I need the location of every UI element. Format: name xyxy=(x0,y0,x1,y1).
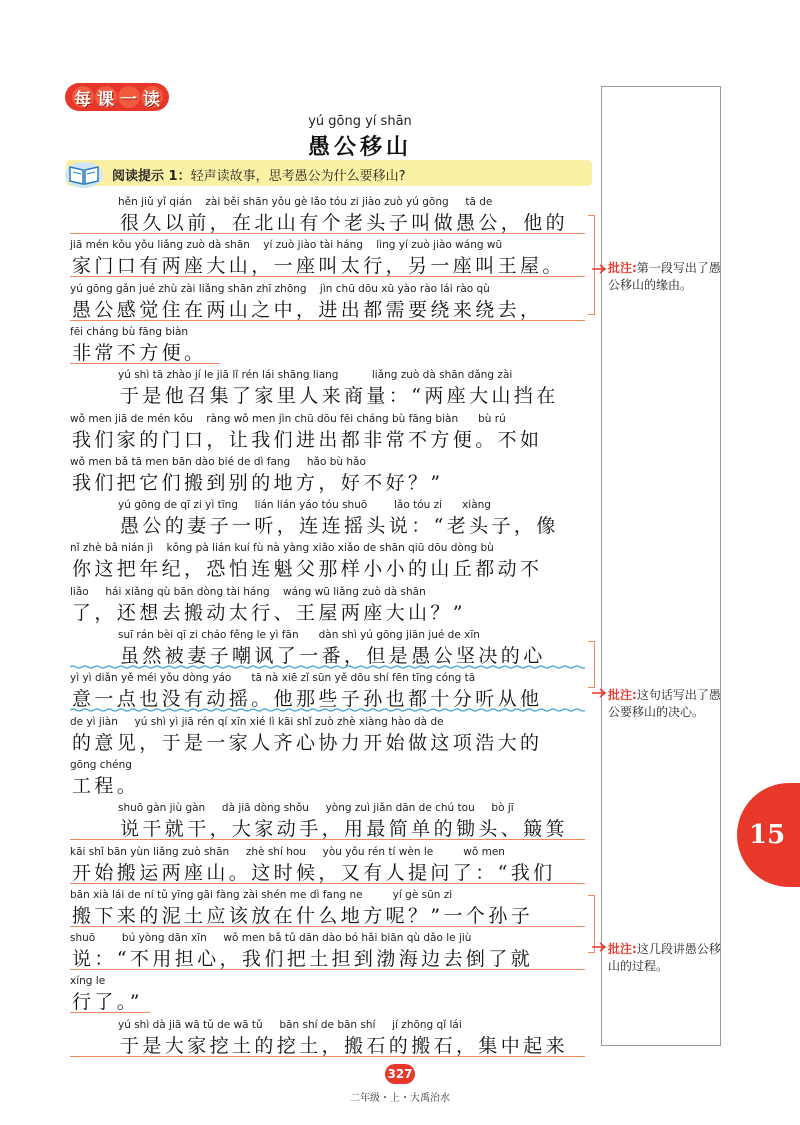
reading-hint xyxy=(112,165,405,184)
pinyin-line: wǒ men jiā de mén kǒu ràng wǒ men jìn chū dōu fēi cháng bù fāng biàn bù rú xyxy=(70,412,506,425)
annotation-note xyxy=(608,687,730,721)
story-line: 了，还想去搬动太行、王屋两座大山？” xyxy=(72,601,466,624)
footer-book-info: 二年级・上・大禹治水 xyxy=(350,1093,450,1104)
story-line: 开始搬运两座山。这时候，又有人提问了：“我们 xyxy=(72,861,556,884)
arrow-right-icon xyxy=(592,942,608,952)
lesson-badge xyxy=(65,83,169,111)
note-label: 批注: xyxy=(608,688,637,702)
underline xyxy=(70,883,585,884)
pinyin-line: jiā mén kǒu yǒu liǎng zuò dà shān yí zuò jiào tài háng lìng yí zuò jiào wáng wū xyxy=(70,239,503,252)
pinyin-line: nǐ zhè bǎ nián jì kǒng pà lián kuí fù nà yàng xiǎo xiǎo de shān qiū dōu dòng bù xyxy=(70,542,494,555)
title-pinyin: yú gōng yí shān xyxy=(308,114,412,129)
pinyin-line: yì yì diǎn yě méi yǒu dòng yáo tā nà xiē zǐ sūn yě dōu shí fēn tīng cóng tā xyxy=(70,672,476,685)
pinyin-line: fēi cháng bù fāng biàn xyxy=(70,325,189,338)
pinyin-line: wǒ men bǎ tā men bān dào bié de dì fang hǎo bù hǎo xyxy=(70,455,366,468)
annotation-note xyxy=(608,941,730,975)
pinyin-line: liǎo hái xiǎng qù bān dòng tài háng wáng wū liǎng zuò dà shān xyxy=(70,585,426,598)
underline xyxy=(70,233,585,234)
story-line: 你这把年纪，恐怕连魁父那样小小的山丘都动不 xyxy=(72,558,543,581)
pinyin-line: yú shì tā zhào jí le jiā lǐ rén lái shāng liang liǎng zuò dà shān dǎng zài xyxy=(118,369,513,382)
pinyin-line: de yì jiàn yú shì yì jiā rén qí xīn xié lì kāi shǐ zuò zhè xiàng hào dà de xyxy=(70,715,444,728)
underline xyxy=(70,969,585,970)
story-line: 说：“不用担心，我们把土担到渤海边去倒了就 xyxy=(72,948,534,971)
hint-label: 阅读提示 1： xyxy=(112,169,191,184)
note-text: 这几段讲愚公移山的过程。 xyxy=(608,942,721,973)
page-title: 愚公移山 xyxy=(307,134,412,160)
underline xyxy=(70,1012,150,1013)
pinyin-line: hěn jiǔ yǐ qián zài běi shān yǒu gè lǎo tóu zi jiào zuò yú gōng tā de xyxy=(118,196,493,208)
underline xyxy=(70,839,585,840)
pinyin-line: xíng le xyxy=(70,975,106,988)
badge-char: 一 xyxy=(118,86,140,108)
pinyin-line: yú gōng de qī zi yì tīng lián lián yáo tóu shuō lǎo tóu zi xiàng xyxy=(118,499,491,512)
story-line: 意一点也没有动摇。他那些子孙也都十分听从他 xyxy=(72,688,543,711)
underline xyxy=(70,320,585,321)
pinyin-line: yú shì dà jiā wā tǔ de wā tǔ bān shí de bān shí jí zhōng qǐ lái xyxy=(118,1018,462,1031)
underline xyxy=(70,276,585,277)
note-text: 这句话写出了愚公要移山的决心。 xyxy=(608,688,721,719)
hint-text: 轻声读故事，思考愚公为什么要移山? xyxy=(190,169,406,184)
pinyin-line: suī rán bèi qī zi cháo fěng le yì fān dàn shì yú gōng jiān jué de xīn xyxy=(118,629,480,641)
arrow-right-icon xyxy=(592,264,608,274)
story-line: 于是他召集了家里人来商量：“两座大山挡在 xyxy=(120,385,559,408)
story-line: 愚公感觉住在两山之中，进出都需要绕来绕去， xyxy=(72,298,543,321)
footer-page-number: 327 xyxy=(385,1064,415,1084)
story-line: 说干就干，大家动手，用最简单的锄头、簸箕 xyxy=(120,818,569,841)
annotation-note xyxy=(608,260,730,294)
pinyin-line: gōng chéng xyxy=(70,758,132,771)
story-line: 非常不方便。 xyxy=(72,341,207,364)
badge-char: 读 xyxy=(141,86,163,108)
note-label: 批注: xyxy=(608,261,637,275)
story-line: 搬下来的泥土应该放在什么地方呢？”一个孙子 xyxy=(72,904,534,927)
story-line: 行了。” xyxy=(72,991,143,1014)
pinyin-line: yú gōng gǎn jué zhù zài liǎng shān zhī zhōng jìn chū dōu xū yào rào lái rào qù xyxy=(70,282,490,295)
story-line: 的意见，于是一家人齐心协力开始做这项浩大的 xyxy=(72,731,543,754)
story-line: 家门口有两座大山，一座叫太行，另一座叫王屋。 xyxy=(72,255,565,278)
underline xyxy=(70,926,585,927)
underline xyxy=(70,363,220,364)
badge-char: 课 xyxy=(95,86,117,108)
story-line: 于是大家挖土的挖土，搬石的搬石，集中起来 xyxy=(120,1034,569,1057)
chapter-page-tab: 15 xyxy=(737,783,800,887)
arrow-right-icon xyxy=(592,688,608,698)
wavy-underline xyxy=(70,665,585,669)
note-text: 第一段写出了愚公移山的缘由。 xyxy=(608,261,721,292)
pinyin-line: shuō gàn jiù gàn dà jiā dòng shǒu yòng zuì jiǎn dān de chú tou bò jī xyxy=(118,802,514,815)
story-line: 工程。 xyxy=(72,774,140,797)
pinyin-line: kāi shǐ bān yùn liǎng zuò shān zhè shí hou yòu yǒu rén tí wèn le wǒ men xyxy=(70,845,505,858)
note-label: 批注: xyxy=(608,942,637,956)
story-line: 虽然被妻子嘲讽了一番，但是愚公坚决的心 xyxy=(120,645,546,667)
annotation-panel xyxy=(601,86,721,1046)
annotation-bracket xyxy=(588,641,595,688)
story-line: 我们家的门口，让我们进出都非常不方便。不如 xyxy=(72,428,543,451)
story-line: 我们把它们搬到别的地方，好不好？” xyxy=(72,471,444,494)
underline xyxy=(70,1056,585,1057)
story-line: 很久以前，在北山有个老头子叫做愚公，他的 xyxy=(120,212,569,234)
badge-char: 每 xyxy=(72,86,94,108)
pinyin-line: shuō bú yòng dān xīn wǒ men bǎ tǔ dān dào bó hǎi biān qù dǎo le jiù xyxy=(70,932,472,945)
pinyin-line: bān xià lái de ní tǔ yīng gāi fàng zài shén me dì fang ne yí gè sūn zi xyxy=(70,888,453,901)
story-line: 愚公的妻子一听，连连摇头说：“老头子，像 xyxy=(120,515,559,538)
open-book-icon xyxy=(64,157,104,189)
wavy-underline xyxy=(70,708,585,712)
